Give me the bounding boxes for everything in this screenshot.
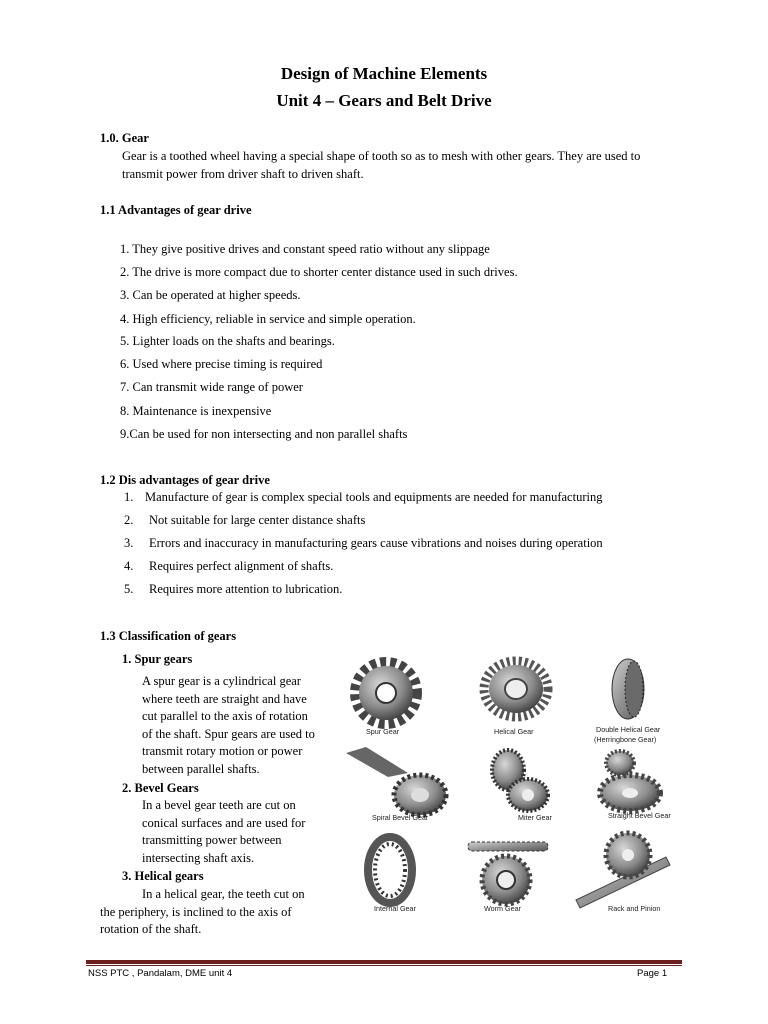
list-item: [124, 559, 333, 574]
caption-rack-and-pinion: Rack and Pinion: [608, 904, 661, 913]
helical-gear-text-line2: the periphery, is inclined to the axis of: [100, 905, 292, 919]
section-heading-classification: 1.3 Classification of gears: [100, 629, 237, 643]
caption-straight-bevel-gear: Straight Bevel Gear: [608, 811, 671, 820]
caption-spur-gear: Spur Gear: [366, 727, 400, 736]
caption-double-helical-gear-alt: (Herringbone Gear): [594, 735, 657, 744]
document-subtitle: Unit 4 – Gears and Belt Drive: [276, 91, 492, 110]
list-item-number: 2.: [124, 513, 134, 527]
list-item-text: Errors and inaccuracy in manufacturing gears cause vibrations and noises during operation: [149, 536, 603, 550]
bevel-gear-text: In a bevel gear teeth are cut on conical surfaces and are used for transmitting power between intersecting shaft axis.: [142, 798, 306, 865]
list-item-text: Not suitable for large center distance shafts: [149, 513, 366, 527]
caption-helical-gear: Helical Gear: [494, 727, 534, 736]
document-title: Design of Machine Elements: [280, 64, 488, 83]
footer-rule-thin: [86, 965, 682, 966]
list-item: [124, 490, 602, 505]
helical-gear-image: [484, 661, 548, 717]
list-item: [124, 513, 365, 528]
caption-miter-gear: Miter Gear: [518, 813, 552, 822]
list-item: [124, 582, 342, 597]
spiral-bevel-gear-image: [346, 747, 446, 815]
gear-types-figure: [338, 645, 683, 925]
footer-rule: [86, 960, 682, 964]
rack-and-pinion-image: [576, 833, 670, 908]
list-item: 8. Maintenance is inexpensive: [120, 404, 272, 418]
gear-types-illustration: [338, 645, 683, 925]
spur-gear-image: [355, 662, 417, 724]
list-item: 2. The drive is more compact due to shorter center distance used in such drives.: [120, 265, 518, 279]
caption-internal-gear: Internal Gear: [374, 904, 416, 913]
list-item-number: 5.: [124, 582, 134, 596]
list-item-number: 3.: [124, 536, 134, 550]
helical-gear-text-line3: rotation of the shaft.: [100, 922, 202, 936]
caption-double-helical-gear: Double Helical Gear: [596, 725, 661, 734]
gear-definition: Gear is a toothed wheel having a special shape of tooth so as to mesh with other gears. They are used to transmit power from driver shaft to driven shaft.: [122, 149, 641, 181]
list-item: 5. Lighter loads on the shafts and bearings.: [120, 334, 335, 348]
page-number: Page 1: [637, 968, 668, 979]
spur-gear-text: A spur gear is a cylindrical gear where teeth are straight and have cut parallel to the axis of rotation of the shaft. Spur gears are used to transmit rotary motion or power between parallel shafts.: [142, 674, 315, 776]
list-item: 7. Can transmit wide range of power: [120, 380, 303, 394]
double-helical-gear-image: [612, 659, 644, 719]
list-item-text: Requires perfect alignment of shafts.: [149, 559, 334, 573]
worm-gear-image: [468, 842, 548, 904]
caption-spiral-bevel-gear: Spiral Bevel Gear: [372, 813, 429, 822]
list-item: 3. Can be operated at higher speeds.: [120, 288, 301, 302]
list-item-number: 4.: [124, 559, 134, 573]
list-item: 4. High efficiency, reliable in service and simple operation.: [120, 312, 416, 326]
list-item: 6. Used where precise timing is required: [120, 357, 323, 371]
list-item: 9.Can be used for non intersecting and non parallel shafts: [120, 427, 408, 441]
list-item: [124, 536, 603, 551]
section-heading-gear: 1.0. Gear: [100, 131, 149, 145]
section-heading-advantages: 1.1 Advantages of gear drive: [100, 203, 252, 217]
list-item-text: Manufacture of gear is complex special tools and equipments are needed for manufacturing: [145, 490, 603, 504]
subheading-spur-gears: 1. Spur gears: [122, 652, 193, 666]
footer-left-text: NSS PTC , Pandalam, DME unit 4: [88, 968, 233, 979]
internal-gear-image: [368, 837, 412, 903]
list-item: 1. They give positive drives and constant speed ratio without any slippage: [120, 242, 490, 256]
caption-worm-gear: Worm Gear: [484, 904, 522, 913]
subheading-bevel-gears: 2. Bevel Gears: [122, 781, 199, 795]
list-item-number: 1.: [124, 490, 134, 504]
helical-gear-text-line1: In a helical gear, the teeth cut on: [142, 887, 305, 901]
section-heading-disadvantages: 1.2 Dis advantages of gear drive: [100, 473, 270, 487]
subheading-helical-gears: 3. Helical gears: [122, 869, 204, 883]
list-item-text: Requires more attention to lubrication.: [149, 582, 343, 596]
straight-bevel-gear-image: [600, 751, 660, 811]
miter-gear-image: [492, 750, 548, 811]
